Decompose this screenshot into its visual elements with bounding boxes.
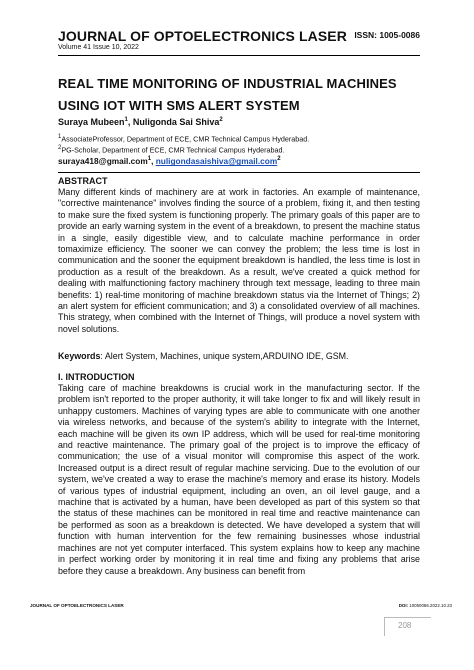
email-1-sup: 1 <box>147 156 152 163</box>
page-number: 208 <box>398 621 412 630</box>
footer-doi <box>399 603 452 608</box>
author-list <box>58 117 223 127</box>
doi-label: DOI: <box>398 603 409 608</box>
footer-journal: JOURNAL OF OPTOELECTRONICS LASER <box>30 603 124 608</box>
author-separator: , <box>127 117 133 127</box>
affiliation-2 <box>58 144 420 155</box>
abstract-heading: ABSTRACT <box>58 176 108 186</box>
email-2-link[interactable]: nuligondasaishiva@gmail.com <box>155 156 278 167</box>
journal-header <box>58 28 420 51</box>
doi-value: 10050086.2022.10.23 <box>408 603 452 608</box>
author-1: Suraya Mubeen <box>58 117 125 127</box>
affiliation-2-text: PG-Scholar, Department of ECE, CMR Technical Campus Hyderabad. <box>61 145 285 155</box>
issn: ISSN: 1005-0086 <box>354 30 420 40</box>
header-rule <box>58 55 420 56</box>
author-2-sup: 2 <box>219 117 223 123</box>
affiliation-1 <box>58 133 420 144</box>
email-2-sup: 2 <box>277 156 281 163</box>
paper-title: REAL TIME MONITORING OF INDUSTRIAL MACHINES USING IOT WITH SMS ALERT SYSTEM <box>58 76 397 113</box>
author-2: Nuligonda Sai Shiva <box>132 117 220 127</box>
keywords-text: : Alert System, Machines, unique system,ARDUINO IDE, GSM. <box>100 351 349 361</box>
journal-name: JOURNAL OF OPTOELECTRONICS LASER <box>58 28 347 44</box>
affiliation-2-sup: 2 <box>58 144 62 151</box>
keywords <box>58 351 420 361</box>
introduction-heading: I. INTRODUCTION <box>58 372 135 382</box>
author-emails <box>58 155 420 166</box>
abstract-text: Many different kinds of machinery are at work in factories. An example of maintenance, "corrective maintenance" involves finding the source of a problem, fixing it, and then testing to make sure the fixed system is functioning properly. The primary goals of this paper are to provide an early warning system in the event of a breakdown, to present the machine status in a single, easily digestible view, and to calculate machine performance in order tomaximize efficiency. The sooner we can convey the problem; the less time is lost in communication and the sooner the equipment breakdown is handled, the less time is lost in production as a result of the breakdown. As a result, we've created a quick method for dealing with malfunctioning factory machinery through text message, leading to three main benefits: 1) real-time monitoring of machine breakdown status via the Internet of Things; 2) an alert system for efficient communication; and 3) a consolidated overview of all machines. This strategy, when combined with the Internet of Things, will produce a novel system with novel solutions. <box>58 187 420 334</box>
author-1-sup: 1 <box>124 117 128 123</box>
introduction-text: Taking care of machine breakdowns is crucial work in the manufacturing sector. If the problem isn't reported to the proper authority, it will take longer to fix and will likely result in unhappy customers. Machines of varying types are able to communicate with one another via wireless networks, and because of the system's ability to integrate with the Internet, each machine will be given its own IP address, which will be used for real-time monitoring and reactive maintenance. The primary goal of the project is to improve the efficacy of communication; the use of a visual monitor will compromise this aspect of the work. Increased output is a direct result of regular machine servicing. Due to the evolution of our system, we've created a way to erase the machine's memory and erase its history. Models of various types of industrial equipment, including an oven, an oil level gauge, and a machine that is activated by a human, have been developed as part of this system so that the status of these machines can be monitored in real time and reactive maintenance can be performed as soon as a breakdown is detected. We have developed a system that will function with human intervention for the few remaining businesses whose industrial machines are not yet computer interfaced. This system explains how to keep any machine in perfect working order by monitoring it in real time and fixing any problems that arise before they cause a breakdown. Any business can benefit from <box>58 383 420 576</box>
affiliation-1-sup: 1 <box>58 134 62 140</box>
volume-issue: Volume 41 Issue 10, 2022 <box>58 44 139 51</box>
abstract-rule <box>58 172 420 173</box>
email-1: suraya418@gmail.com <box>58 156 148 167</box>
email-separator: , <box>151 156 156 167</box>
keywords-label: Keywords <box>58 351 101 361</box>
affiliations <box>58 133 420 166</box>
affiliation-1-text: AssociateProfessor, Department of ECE, CMR Technical Campus Hyderabad. <box>61 134 310 144</box>
